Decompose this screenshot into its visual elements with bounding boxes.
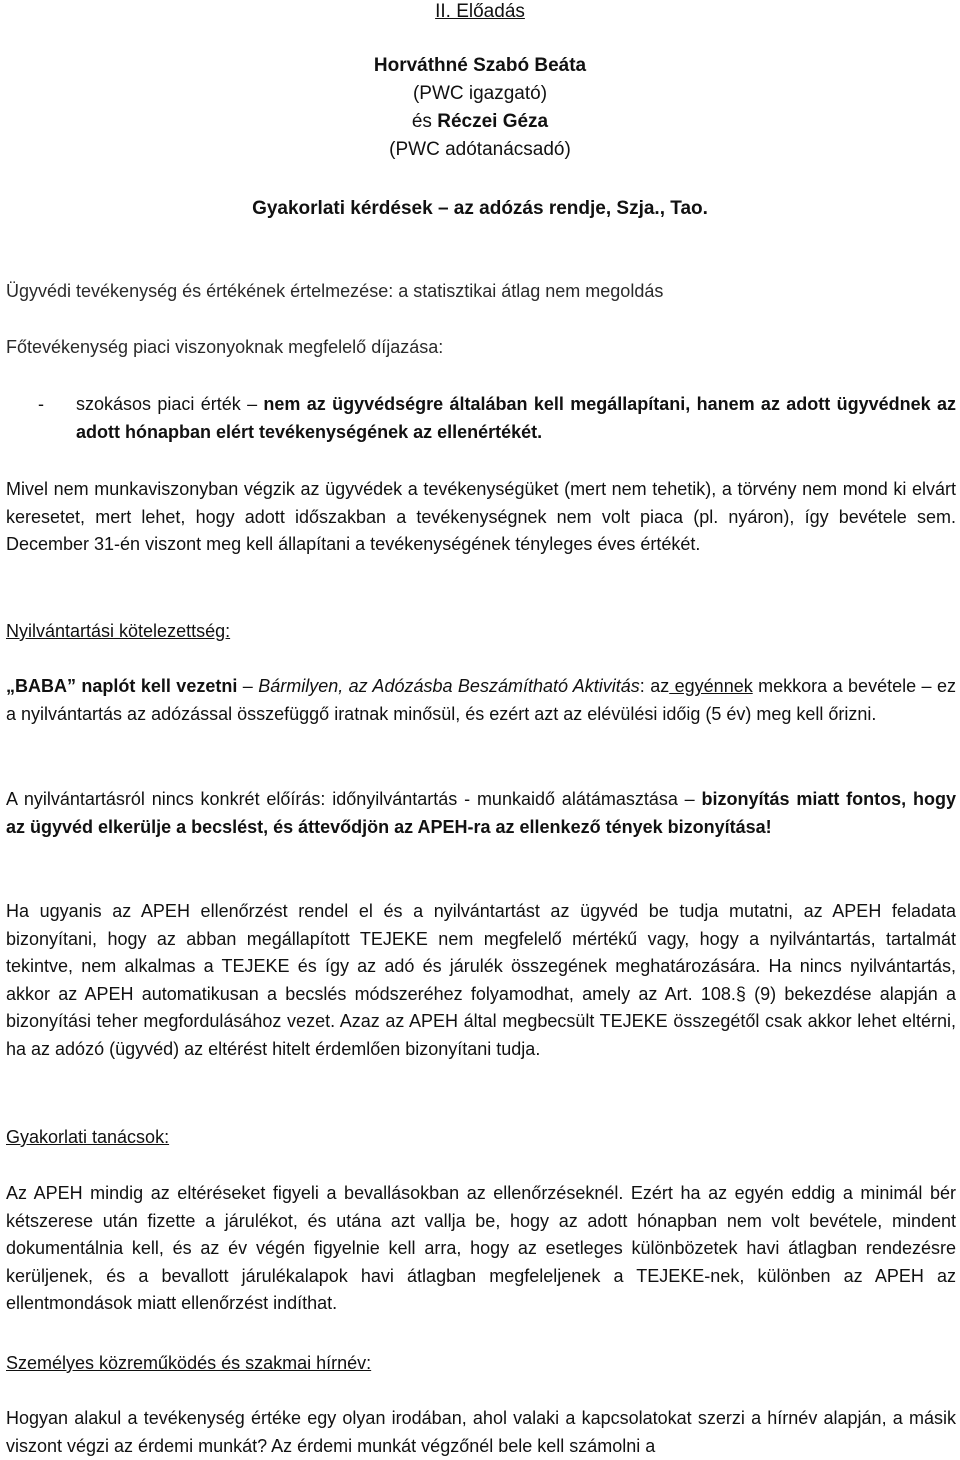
paragraph-valuation: Ügyvédi tevékenység és értékének értelmezése: a statisztikai átlag nem megoldás [6, 281, 664, 301]
paragraph-employment: Mivel nem munkaviszonyban végzik az ügyvédek a tevékenységüket (mert nem tehetik), a törvény nem mond ki elvárt keresetet, mert lehet, hogy adott időszakban a tevékenységnek nem volt piaca (pl. nyáron), így bevétele sem. December 31-én viszont meg kell állapítani a tevékenységének tényleges éves értékét. [6, 479, 956, 554]
heading-tips: Gyakorlati tanácsok: [6, 1127, 170, 1147]
baba-colon: : az [639, 676, 670, 696]
bullet-text [76, 391, 956, 446]
author2-name: Réczei Géza [437, 111, 549, 132]
authors-block [0, 52, 960, 164]
topic-title: Gyakorlati kérdések – az adózás rendje, Szja., Tao. [252, 198, 708, 219]
bullet-dash: - [38, 394, 44, 414]
proof-plain: A nyilvántartásról nincs konkrét előírás: időnyilvántartás - munkaidő alátámasztása – [6, 789, 702, 809]
author2-line [0, 108, 960, 136]
paragraph-tips: Az APEH mindig az eltéréseket figyeli a bevallásokban az ellenőrzéseknél. Ezért ha az egyén eddig a minimál bér kétszerese után fizette a járulékot, és utána azt vallja be, hogy az adott hónapban nem volt bevétele, mindent dokumentálnia kell, és az év végén figyelnie kell arra, hogy az esetleges különbözetek havi átlagban rendezésre kerüljenek, és a bevallott járulékalapok havi átlagban megfeleljenek a TEJEKE-nek, különben az APEH az ellentmondások miatt ellenőrzést indíthat. [6, 1183, 956, 1313]
proof-bold: bizonyítás miatt fontos, hogy az ügyvéd elkerülje a becslést, és áttevődjön az APEH-ra az ellenkező tények bizonyítása! [6, 789, 956, 837]
author1-name: Horváthné Szabó Beáta [373, 55, 587, 76]
baba-bold: „BABA” naplót kell vezetni [6, 676, 238, 696]
paragraph-apeh: Ha ugyanis az APEH ellenőrzést rendel el és a nyilvántartást az ügyvéd be tudja mutatni, az APEH feladata bizonyítani, hogy az abban megállapított TEJEKE nem megfelelő mértékű vagy, hogy a nyilvántartás, tartalmát tekintve, nem alkalmas a TEJEKE és így az adó és járulék összegének meghatározására. Ha nincs nyilvántartás, akkor az APEH automatikusan a becslés módszeréhez folyamodhat, amely az Art. 108.§ (9) bekezdése alapján a bizonyítási teher megfordulásához vezet. Azaz az APEH által megbecsült TEJEKE összegétől csak akkor lehet eltérni, ha az adózó (ügyvéd) az eltérést hitelt érdemlően bizonyítani tudja. [6, 901, 956, 1059]
author2-role: (PWC adótanácsadó) [389, 139, 571, 160]
paragraph-personal: Hogyan alakul a tevékenység értéke egy olyan irodában, ahol valaki a kapcsolatokat szerzi a hírnév alapján, a másik viszont végzi az érdemi munkát? Az érdemi munkát végzőnél bele kell számolni a [6, 1408, 956, 1456]
paragraph-proof [6, 786, 956, 841]
lecture-title: II. Előadás [435, 1, 525, 22]
paragraph-main-activity: Főtevékenység piaci viszonyoknak megfelelő díjazása: [6, 337, 444, 357]
bullet-item [40, 391, 956, 446]
baba-underline: egyénnek [669, 676, 753, 696]
author2-prefix: és [411, 111, 438, 132]
heading-personal: Személyes közreműködés és szakmai hírnév: [6, 1353, 372, 1373]
paragraph-baba [6, 673, 956, 728]
heading-records: Nyilvántartási kötelezettség: [6, 621, 231, 641]
baba-dash: – [237, 676, 259, 696]
bullet-bold: nem az ügyvédségre általában kell megállapítani, hanem az adott ügyvédnek az adott hónapban elért tevékenységének az ellenértékét. [76, 394, 956, 442]
baba-italic: Bármilyen, az Adózásba Beszámítható Aktivitás [258, 676, 640, 696]
author1-role: (PWC igazgató) [412, 83, 548, 104]
bullet-plain: szokásos piaci érték – [76, 394, 264, 414]
baba-rest: mekkora a bevétele – ez a nyilvántartás az adózással összefüggő iratnak minősül, és ezért azt az elévülési időig (5 év) meg kell őrizni. [6, 676, 956, 724]
